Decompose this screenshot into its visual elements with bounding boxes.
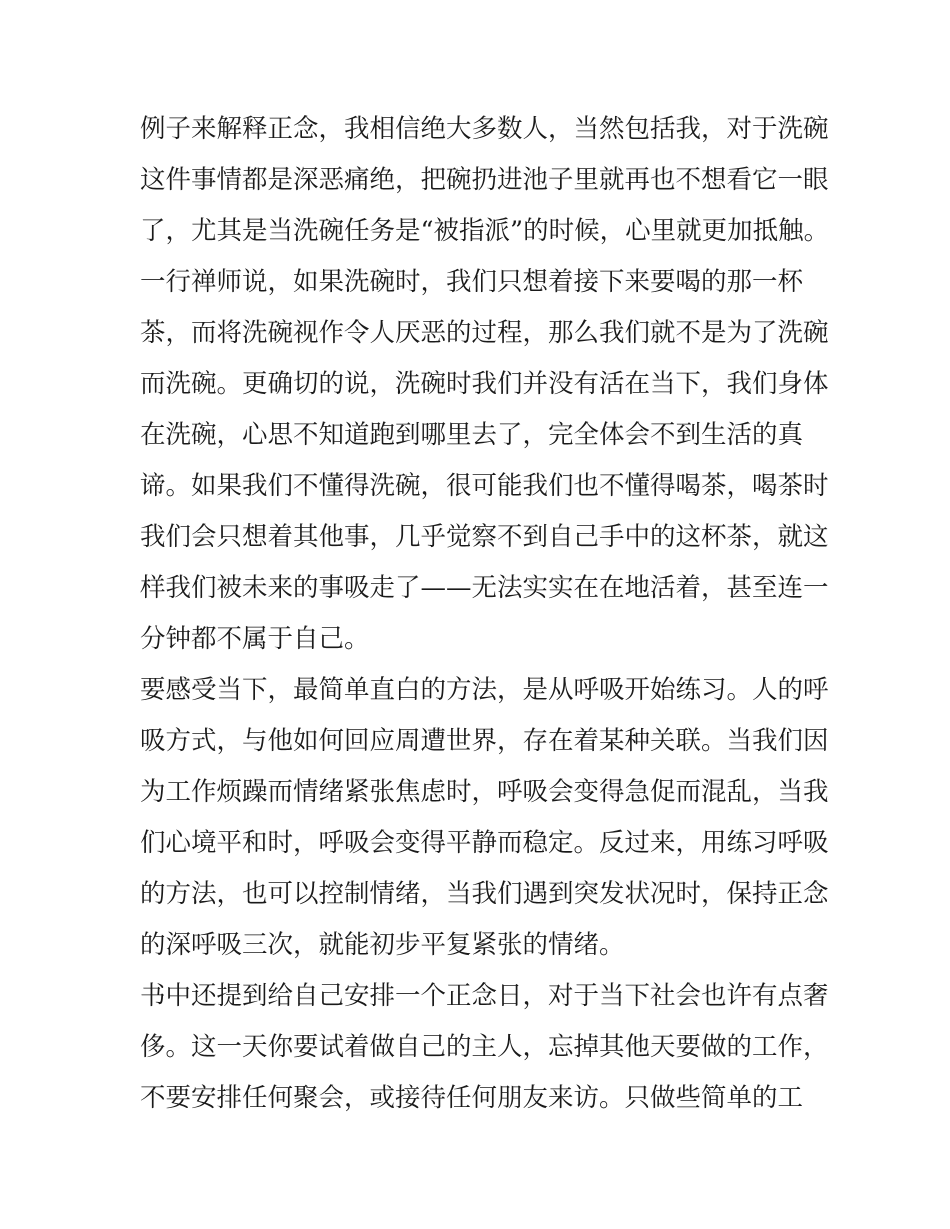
text-line: 要感受当下，最简单直白的方法，是从呼吸开始练习。人的呼 [140,675,829,705]
text-line: 我们会只想着其他事，几乎觉察不到自己手中的这杯茶，就这 [140,522,829,552]
document-body [140,104,830,1124]
text-line: 们心境平和时，呼吸会变得平静而稳定。反过来，用练习呼吸 [140,828,829,858]
text-line: 茶，而将洗碗视作令人厌恶的过程，那么我们就不是为了洗碗 [140,318,829,348]
text-line: 不要安排任何聚会，或接待任何朋友来访。只做些简单的工 [140,1083,804,1113]
text-line: 了，尤其是当洗碗任务是“被指派”的时候，心里就更加抵触。 [140,216,830,246]
text-line: 分钟都不属于自己。 [140,624,370,654]
text-line: 侈。这一天你要试着做自己的主人，忘掉其他天要做的工作， [140,1032,829,1062]
text-line: 一行禅师说，如果洗碗时，我们只想着接下来要喝的那一杯 [140,267,804,297]
text-line: 吸方式，与他如何回应周遭世界，存在着某种关联。当我们因 [140,726,829,756]
text-line: 的方法，也可以控制情绪，当我们遇到突发状况时，保持正念 [140,879,829,909]
text-line: 谛。如果我们不懂得洗碗，很可能我们也不懂得喝茶，喝茶时 [140,471,829,501]
text-line: 的深呼吸三次，就能初步平复紧张的情绪。 [140,930,625,960]
text-line: 而洗碗。更确切的说，洗碗时我们并没有活在当下，我们身体 [140,369,829,399]
text-line: 这件事情都是深恶痛绝，把碗扔进池子里就再也不想看它一眼 [140,165,829,195]
text-line: 例子来解释正念，我相信绝大多数人，当然包括我，对于洗碗 [140,114,829,144]
text-line: 为工作烦躁而情绪紧张焦虑时，呼吸会变得急促而混乱，当我 [140,777,829,807]
text-line: 样我们被未来的事吸走了——无法实实在在地活着，甚至连一 [140,573,829,603]
text-line: 书中还提到给自己安排一个正念日，对于当下社会也许有点奢 [140,981,829,1011]
text-line: 在洗碗，心思不知道跑到哪里去了，完全体会不到生活的真 [140,420,804,450]
